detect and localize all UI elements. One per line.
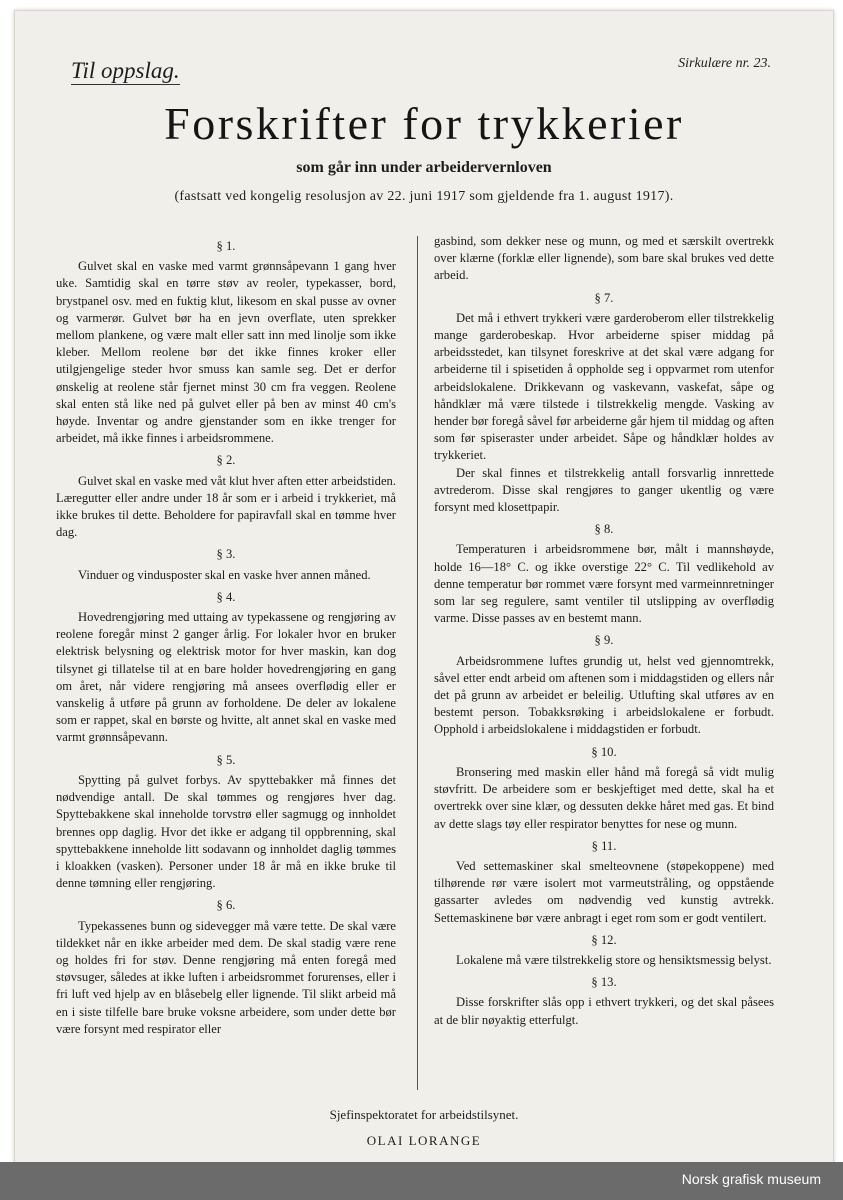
- document-page: [14, 10, 834, 1164]
- section-heading: § 3.: [216, 547, 236, 562]
- section-paragraph: Typekassenes bunn og sidevegger må være tette. De skal være tildekket når en ikke arbeider med dem. De skal stadig være rene og holdes fri for støv. Denne rengjøring må enten foregå med støvsuger, således at ikke luften i arbeidsrommet forurenses, eller i fri luft ved hjelp av en blåsebelg eller lignende. Til slikt arbeid må en i siste tilfelle bare bruke voksne arbeidere, som under dette bør være forsynt med respirator eller: [56, 918, 396, 1036]
- museum-credit: Norsk grafisk museum: [681, 1171, 821, 1187]
- issuer-line: Sjefinspektoratet for arbeidstilsynet.: [329, 1107, 519, 1122]
- circular-number: Sirkulære nr. 23.: [678, 56, 771, 71]
- section-heading: § 13.: [591, 975, 617, 990]
- resolution-note: (fastsatt ved kongelig resolusjon av 22. juni 1917 som gjeldende fra 1. august 1917).: [174, 189, 674, 204]
- section-paragraph: Temperaturen i arbeidsrommene bør, målt i mannshøyde, holde 16—18° C. og ikke overstige 22° C. Til vedlikehold av denne temperatur bør rommet være forsynt med varmeinnretninger som lar seg regulere, samt ventiler til utslipping av overflødig varme. Disse passes av en bestemt mann.: [434, 542, 774, 626]
- signature-name: OLAI LORANGE: [366, 1133, 482, 1148]
- section-paragraph: Hovedrengjøring med uttaing av typekassene og rengjøring av reolene foregår minst 2 ganger årlig. For lokaler hvor en bruker elektrisk belysning og elektrisk motor for hver maskin, kan dog tilsynet gi tillatelse til at en bare holder hovedrengjøring en gang om året, når videre rengjøring må ansees overflødig eller er vanskelig å utføre på grunn av forholdene. De deler av lokalene som er rappet, skal en børste og hvitte, alt annet skal en vaske med varmt grønnsåpevann.: [56, 610, 396, 745]
- section-heading: § 6.: [216, 898, 236, 913]
- section-paragraph: Gulvet skal en vaske med varmt grønnsåpevann 1 gang hver uke. Samtidig skal en tørre støv av reoler, typekasser, bord, brystpanel osv. med en fuktig klut, likesom en skal pusse av ovner og varmerør. Gulvet bør ha en jevn overflate, uten sprekker mellom plankene, og være malt eller satt inn med linolje som ikke kleber. Mellom reolene bør det ikke finnes kroker eller utilgjengelige steder hvor smuss kan samle seg. Det er derfor ønskelig at reolene står fjernet minst 30 cm fra veggen. Reolene skal enten stå like ned på gulvet eller på ben av minst 40 cm's høyde. Inventar og andre gjenstander som en ikke trenger for arbeidet, må ikke finnes i arbeidsrommene.: [56, 259, 396, 446]
- section-heading: § 5.: [216, 752, 236, 767]
- left-column: [56, 233, 396, 1038]
- section-paragraph: Lokalene må være tilstrekkelig store og hensiktsmessig belyst.: [456, 952, 772, 967]
- section-heading: § 12.: [591, 932, 617, 947]
- section-paragraph: Det må i ethvert trykkeri være garderoberom eller tilstrekkelig mange garderobeskap. Hvor arbeiderne spiser middag på arbeidsstedet, kan tilsynet foreskrive at det skal være adgang for arbeiderne til i spisetiden å oppholde seg i oppvarmet rom utenfor arbeidslokalene. Drikkevann og vaskevann, vaskefat, såpe og håndklær må være tilstede i tilstrekkelig mengde. Vasking av hender bør foregå såvel før arbeiderne går hjem til middag og aften som før spiseraster under arbeidet. Såpe og håndklær holdes av trykkeriet.: [434, 310, 774, 463]
- section-paragraph: Bronsering med maskin eller hånd må foregå så vidt mulig støvfritt. De arbeidere som er beskjeftiget med dette, skal ha et overtrekk over sine klær, og dessuten dekke håret med gas. Et bind av dette slags tøy eller respirator benyttes for nese og munn.: [434, 764, 774, 831]
- right-column: [434, 233, 774, 1029]
- section-paragraph: Ved settemaskiner skal smelteovnene (støpekoppene) med tilhørende rør være isolert mot varmeutstråling, og oppstående gassarter avledes om nødvendig ved kunstig avtrekk. Settemaskinene bør være anbragt i eget rom som er godt ventilert.: [434, 858, 774, 925]
- section-heading: § 9.: [594, 633, 614, 648]
- section-paragraph: gasbind, som dekker nese og munn, og med et særskilt overtrekk over klærne (forklæ eller lignende), som bare skal brukes ved dette arbeid.: [434, 234, 774, 283]
- posting-label: Til oppslag.: [71, 58, 180, 83]
- section-heading: § 1.: [216, 239, 236, 253]
- section-heading: § 7.: [594, 290, 614, 305]
- section-paragraph: Spytting på gulvet forbys. Av spyttebakker må finnes det nødvendige antall. De skal tømmes og rengjøres hver dag. Spyttebakkene skal inneholde torvstrø eller sagmugg og innholdet brennes opp daglig. Hvor det ikke er adgang til oppbrenning, skal spyttebakkene inneholde litt sodavann og innholdet daglig tømmes i kloakken (vasken). Personer under 18 år må en ikke bruke til denne tømning eller rengjøring.: [56, 772, 396, 891]
- section-heading: § 2.: [216, 453, 236, 468]
- section-paragraph: Arbeidsrommene luftes grundig ut, helst ved gjennomtrekk, såvel etter endt arbeid om aftenen som i middagstiden og ellers når det på grunn av arbeidet er beleilig. Utlufting skal utføres av en bestemt person. Tobakksrøking i arbeidslokalene er forbudt. Opphold i arbeidslokalene i middagstiden er forbudt.: [434, 653, 774, 737]
- section-heading: § 4.: [216, 589, 236, 604]
- section-heading: § 11.: [591, 838, 617, 853]
- document-title: Forskrifter for trykkerier: [164, 98, 684, 149]
- museum-banner: [0, 1162, 843, 1200]
- section-paragraph: Disse forskrifter slås opp i ethvert trykkeri, og det skal påsees at de blir nøyaktig etterfulgt.: [434, 995, 774, 1027]
- section-paragraph: Gulvet skal en vaske med våt klut hver aften etter arbeidstiden. Læregutter eller andre under 18 år som er i arbeid i trykkeriet, må ikke brukes til dette. Beholdere for papiravfall skal en tømme hver dag.: [56, 473, 396, 540]
- section-heading: § 8.: [594, 522, 614, 537]
- section-paragraph: Vinduer og vindusposter skal en vaske hver annen måned.: [78, 567, 371, 582]
- section-paragraph: Der skal finnes et tilstrekkelig antall forsvarlig innrettede avtrederom. Disse skal rengjøres to ganger ukentlig og være forsynt med klosettpapir.: [434, 465, 774, 515]
- document-subtitle: som går inn under arbeidervernloven: [296, 159, 552, 176]
- column-divider: [417, 236, 418, 1090]
- section-heading: § 10.: [591, 744, 617, 759]
